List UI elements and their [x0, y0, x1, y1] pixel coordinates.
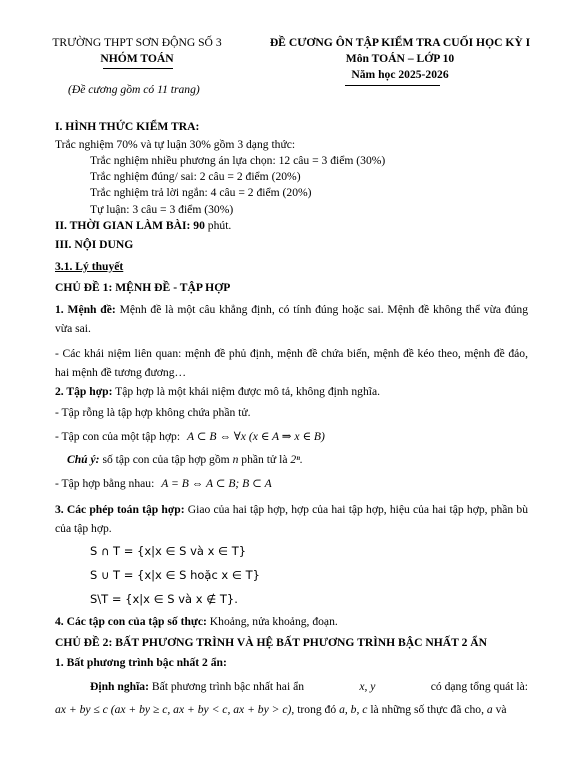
group-underline	[103, 68, 173, 69]
related-concepts: - Các khái niệm liên quan: mệnh đề phủ định, mệnh đề chứa biến, mệnh đề kéo theo, mệnh đề đảo, hai mệnh đề tương đương…	[55, 347, 528, 379]
definition-a: a	[486, 703, 493, 716]
document-title: ĐỀ CƯƠNG ÔN TẬP KIỂM TRA CUỐI HỌC KỲ I	[269, 36, 531, 49]
definition-formula: ax + by ≤ c (ax + by ≥ c, ax + by < c, ax + by > c)	[55, 703, 292, 716]
title-underline	[345, 85, 440, 86]
definition-and: và	[495, 703, 507, 716]
section-2-line	[55, 219, 231, 232]
format-item: Tự luận: 3 câu = 3 điểm (30%)	[90, 203, 234, 216]
theory-heading: 3.1. Lý thuyết	[55, 260, 124, 273]
format-item: Trắc nghiệm trả lời ngắn: 4 câu = 2 điểm (20%)	[90, 186, 312, 199]
union-formula: S ∪ T = {x|x ∈ S hoặc x ∈ T}	[90, 568, 260, 582]
note-variable: n	[232, 453, 239, 466]
proposition-paragraph	[55, 300, 528, 338]
note-formula: 2ⁿ.	[290, 453, 303, 466]
real-subsets-text: Khoảng, nửa khoảng, đoạn.	[209, 615, 338, 628]
note-text: số tập con của tập hợp gồm	[102, 453, 230, 466]
subject-line: Môn TOÁN – LỚP 10	[345, 52, 455, 65]
note-text-middle: phần tử là	[241, 453, 288, 466]
definition-end: là những số thực đã cho,	[370, 703, 484, 716]
definition-line-1	[90, 680, 528, 693]
real-subsets-line	[55, 615, 338, 628]
intersection-formula: S ∩ T = {x|x ∈ S và x ∈ T}	[90, 544, 247, 558]
format-item: Trắc nghiệm nhiều phương án lựa chọn: 12 câu = 3 điểm (30%)	[90, 154, 386, 167]
definition-label: Định nghĩa:	[90, 680, 149, 693]
subset-text: - Tập con của một tập hợp:	[55, 430, 181, 443]
duration-unit: phút.	[207, 219, 232, 232]
subset-formula: A ⊂ B ⇔ ∀x (x ∈ A ⇒ x ∈ B)	[186, 430, 325, 443]
group-name: NHÓM TOÁN	[100, 52, 174, 65]
topic-1-heading: CHỦ ĐỀ 1: MỆNH ĐỀ - TẬP HỢP	[55, 281, 231, 294]
section-1-heading: I. HÌNH THỨC KIỂM TRA:	[55, 120, 200, 133]
definition-coefficients: a, b, c	[339, 703, 368, 716]
topic-2-heading: CHỦ ĐỀ 2: BẤT PHƯƠNG TRÌNH VÀ HỆ BẤT PHƯƠNG TRÌNH BẬC NHẤT 2 ẨN	[55, 636, 488, 649]
real-subsets-label: 4. Các tập con của tập số thực:	[55, 615, 207, 628]
definition-line-2	[55, 703, 507, 716]
note-line	[67, 453, 303, 466]
equal-sets-text: - Tập hợp bằng nhau:	[55, 477, 155, 490]
set-operations-paragraph	[55, 500, 528, 538]
note-label: Chú ý:	[67, 453, 100, 466]
set-text: Tập hợp là một khái niệm được mô tả, không định nghĩa.	[115, 385, 381, 398]
difference-formula: S\T = {x|x ∈ S và x ∉ T}.	[90, 592, 238, 606]
format-item: Trắc nghiệm đúng/ sai: 2 câu = 2 điểm (20%)	[90, 170, 301, 183]
exam-duration: 90	[193, 219, 205, 232]
equal-sets-formula: A = B ⇔ A ⊂ B; B ⊂ A	[161, 477, 272, 490]
section-1-intro: Trắc nghiệm 70% và tự luận 30% gồm 3 dạng thức:	[55, 138, 296, 151]
subset-line	[55, 429, 325, 443]
set-operations-text: Giao của hai tập hợp, hợp của hai tập hợp, hiệu của hai tập hợp, phần bù của tập hợp.	[55, 503, 528, 535]
set-operations-label: 3. Các phép toán tập hợp:	[55, 503, 185, 516]
equal-sets-line	[55, 476, 272, 490]
definition-tail: có dạng tổng quát là:	[430, 680, 528, 693]
section-2-heading: II. THỜI GIAN LÀM BÀI:	[55, 219, 191, 232]
proposition-text: Mệnh đề là một câu khẳng định, có tính đúng hoặc sai. Mệnh đề không thể vừa đúng vừa sai.	[55, 303, 528, 335]
section-3-heading: III. NỘI DUNG	[55, 238, 134, 251]
definition-variables: x, y	[359, 680, 376, 693]
proposition-label: 1. Mệnh đề:	[55, 303, 116, 316]
pages-note: (Đề cương gồm có 11 trang)	[68, 83, 200, 96]
set-paragraph	[55, 385, 380, 398]
linear-inequality-heading: 1. Bất phương trình bậc nhất 2 ẩn:	[55, 656, 227, 669]
school-year: Năm học 2025-2026	[351, 68, 449, 81]
school-name: TRƯỜNG THPT SƠN ĐỘNG SỐ 3	[52, 36, 222, 49]
set-label: 2. Tập hợp:	[55, 385, 113, 398]
definition-text: Bất phương trình bậc nhất hai ẩn	[151, 680, 305, 693]
definition-after: , trong đó	[291, 703, 337, 716]
empty-set-line: - Tập rỗng là tập hợp không chứa phần tử.	[55, 406, 251, 419]
